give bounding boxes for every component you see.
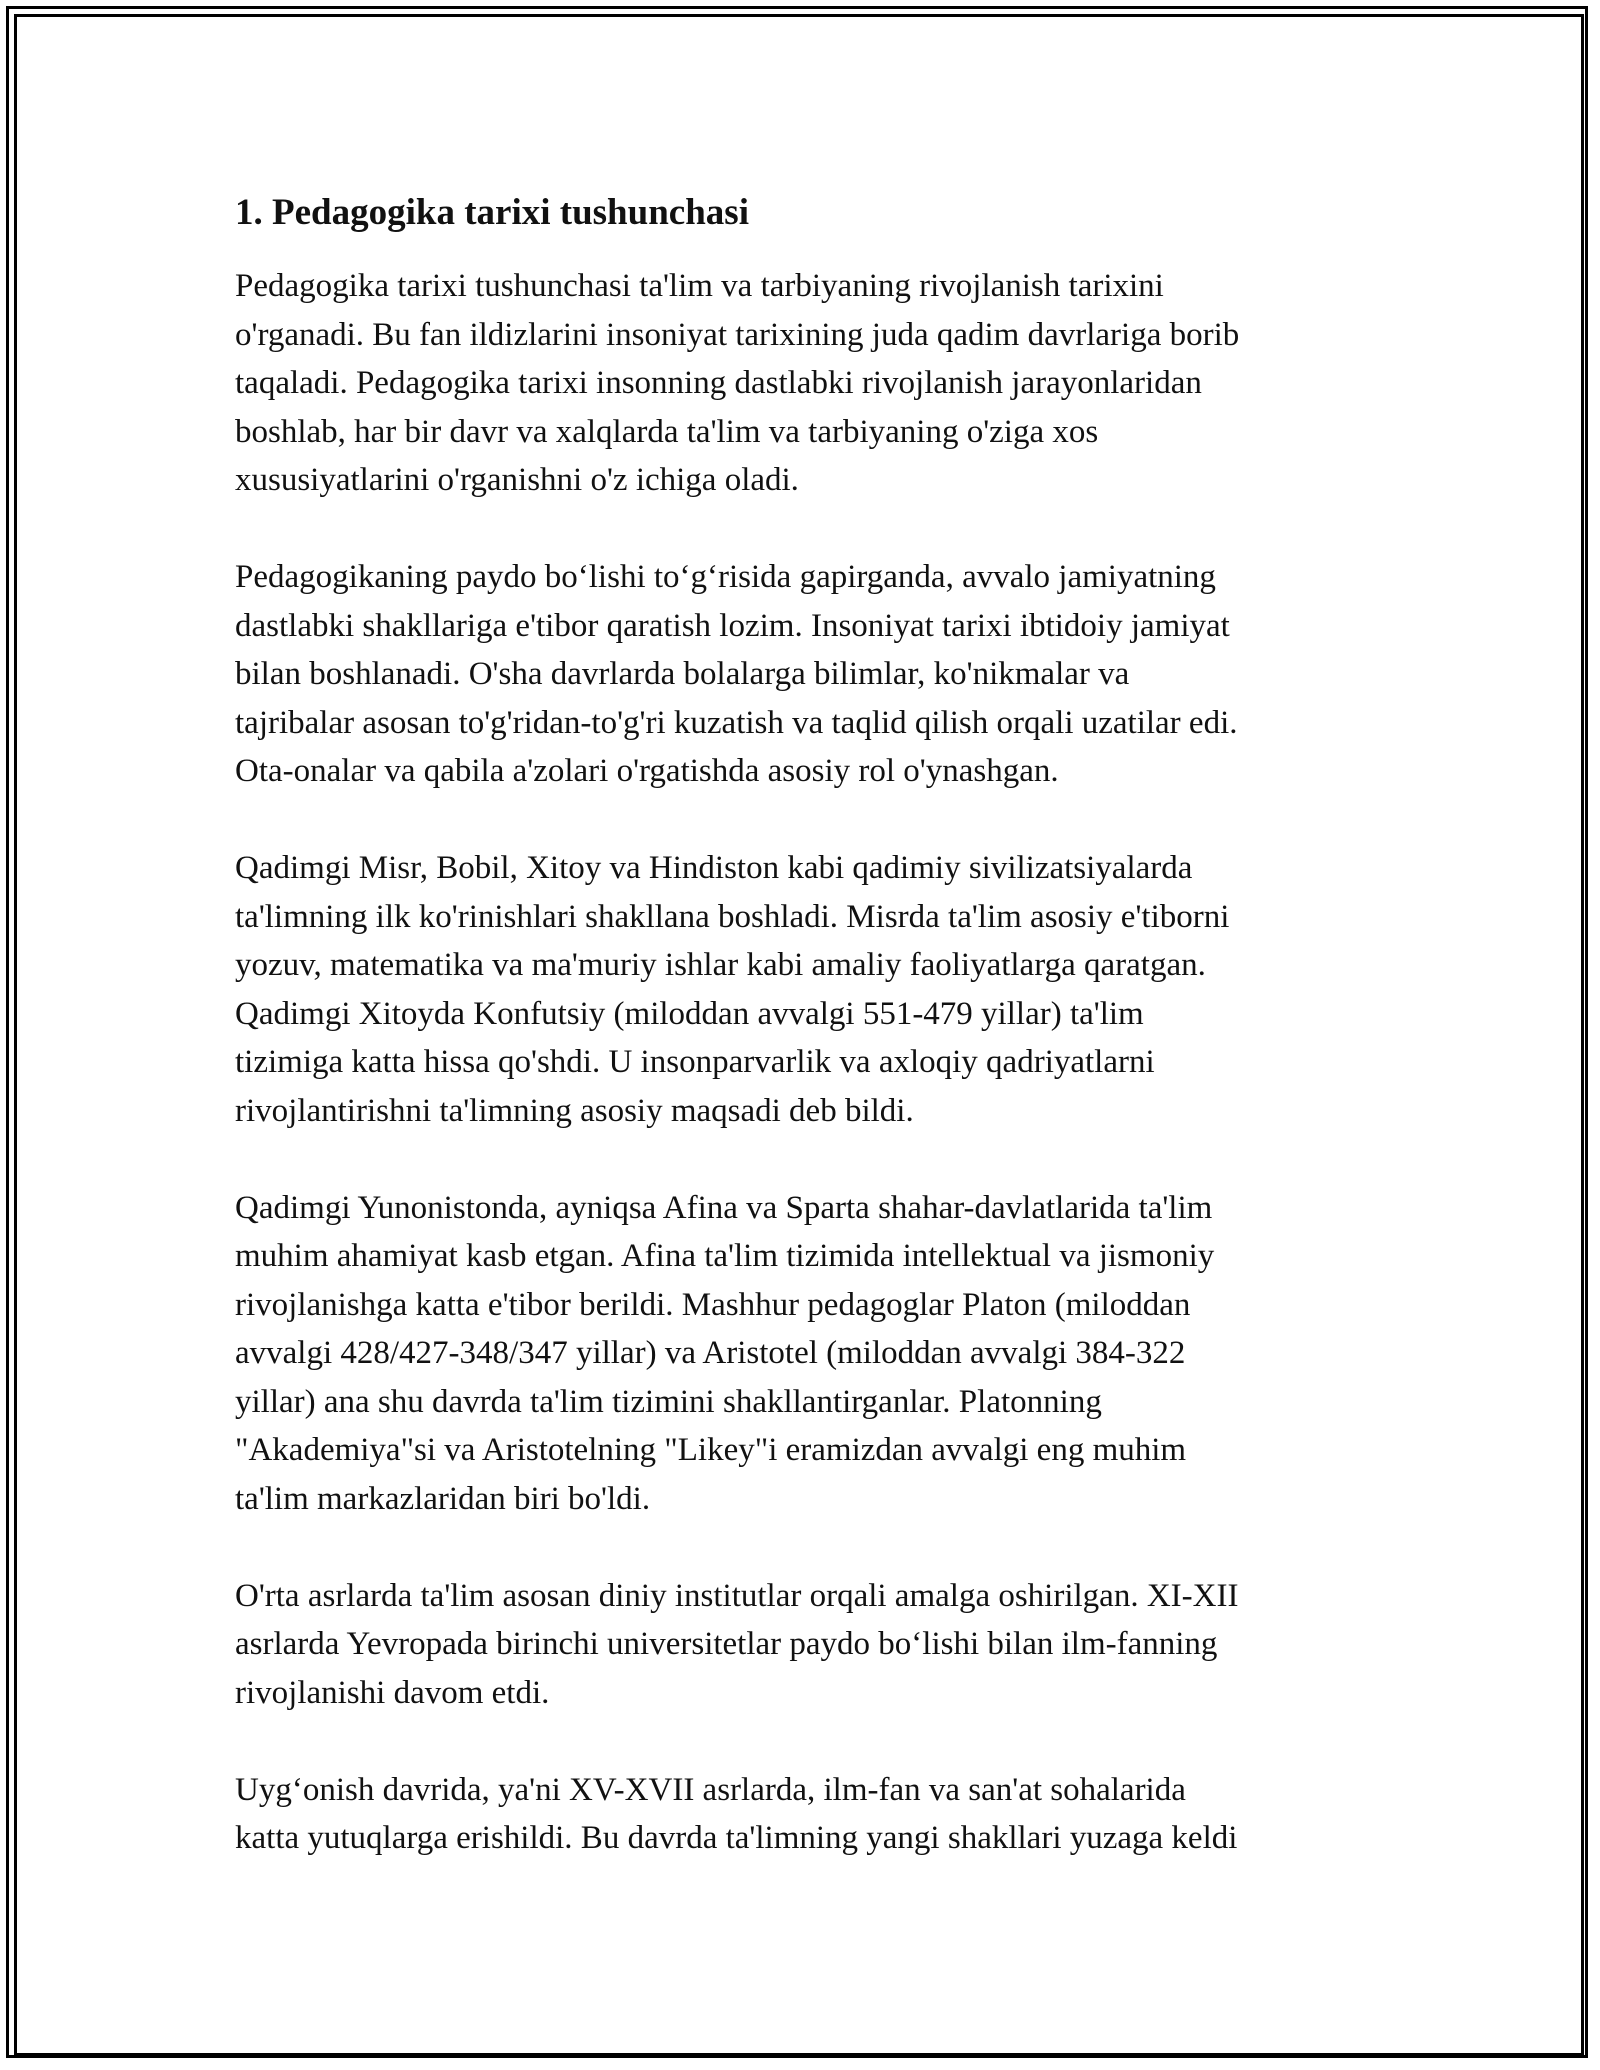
text-line: "Akademiya"si va Aristotelning "Likey"i eramizdan avvalgi eng muhim bbox=[235, 1432, 1187, 1468]
text-line: o'rganadi. Bu fan ildizlarini insoniyat tarixining juda qadim davrlariga borib bbox=[235, 316, 1240, 353]
text-line: muhim ahamiyat kasb etgan. Afina ta'lim tizimida intellektual va jismoniy bbox=[235, 1238, 1215, 1274]
paragraph-3 bbox=[235, 844, 1375, 1135]
text-line: yillar) ana shu davrda ta'lim tizimini shakllantirganlar. Platonning bbox=[235, 1383, 1102, 1420]
text-line: xususiyatlarini o'rganishni o'z ichiga oladi. bbox=[235, 462, 799, 498]
paragraph-5 bbox=[235, 1572, 1375, 1718]
text-line: rivojlantirishni ta'limning asosiy maqsadi deb bildi. bbox=[235, 1092, 914, 1129]
text-line: Ota-onalar va qabila a'zolari o'rgatishda asosiy rol o'ynashgan. bbox=[235, 753, 1059, 789]
section-heading: 1. Pedagogika tarixi tushunchasi bbox=[235, 192, 749, 233]
text-line: rivojlanishga katta e'tibor berildi. Mashhur pedagoglar Platon (miloddan bbox=[235, 1286, 1191, 1323]
document-body bbox=[235, 190, 1375, 1911]
text-line: bilan boshlanadi. O'sha davrlarda bolalarga bilimlar, ko'nikmalar va bbox=[235, 656, 1130, 692]
text-line: dastlabki shakllariga e'tibor qaratish lozim. Insoniyat tarixi ibtidoiy jamiyat bbox=[235, 607, 1230, 644]
paragraph-4 bbox=[235, 1184, 1375, 1524]
text-line: yozuv, matematika va ma'muriy ishlar kabi amaliy faoliyatlarga qaratgan. bbox=[235, 947, 1206, 983]
text-line: boshlab, har bir davr va xalqlarda ta'lim va tarbiyaning o'ziga xos bbox=[235, 413, 1099, 450]
text-line: Qadimgi Misr, Bobil, Xitoy va Hindiston kabi qadimiy sivilizatsiyalarda bbox=[235, 850, 1193, 886]
text-line: Uyg‘onish davrida, ya'ni XV-XVII asrlarda, ilm-fan va san'at sohalarida bbox=[235, 1771, 1186, 1808]
text-line: avvalgi 428/427-348/347 yillar) va Aristotel (miloddan avvalgi 384-322 bbox=[235, 1335, 1186, 1371]
text-line: taqaladi. Pedagogika tarixi insonning dastlabki rivojlanish jarayonlaridan bbox=[235, 365, 1202, 401]
text-line: Qadimgi Yunonistonda, ayniqsa Afina va Sparta shahar-davlatlarida ta'lim bbox=[235, 1189, 1213, 1226]
text-line: tajribalar asosan to'g'ridan-to'g'ri kuzatish va taqlid qilish orqali uzatilar edi. bbox=[235, 704, 1238, 741]
paragraph-2 bbox=[235, 553, 1375, 796]
text-line: ta'limning ilk ko'rinishlari shakllana boshladi. Misrda ta'lim asosiy e'tiborni bbox=[235, 898, 1230, 935]
paragraph-6 bbox=[235, 1766, 1375, 1863]
text-line: asrlarda Yevropada birinchi universitetlar paydo bo‘lishi bilan ilm-fanning bbox=[235, 1626, 1218, 1662]
text-line: Qadimgi Xitoyda Konfutsiy (miloddan avvalgi 551-479 yillar) ta'lim bbox=[235, 995, 1144, 1032]
text-line: O'rta asrlarda ta'lim asosan diniy institutlar orqali amalga oshirilgan. XI-XII bbox=[235, 1577, 1239, 1614]
text-line: katta yutuqlarga erishildi. Bu davrda ta'limning yangi shakllari yuzaga keldi bbox=[235, 1820, 1238, 1856]
text-line: tizimiga katta hissa qo'shdi. U insonparvarlik va axloqiy qadriyatlarni bbox=[235, 1044, 1155, 1080]
text-line: ta'lim markazlaridan biri bo'ldi. bbox=[235, 1480, 651, 1517]
paragraph-1 bbox=[235, 262, 1375, 505]
text-line: Pedagogikaning paydo bo‘lishi to‘g‘risida gapirganda, avvalo jamiyatning bbox=[235, 559, 1216, 595]
text-line: rivojlanishi davom etdi. bbox=[235, 1674, 550, 1711]
text-line: Pedagogika tarixi tushunchasi ta'lim va tarbiyaning rivojlanish tarixini bbox=[235, 268, 1164, 304]
